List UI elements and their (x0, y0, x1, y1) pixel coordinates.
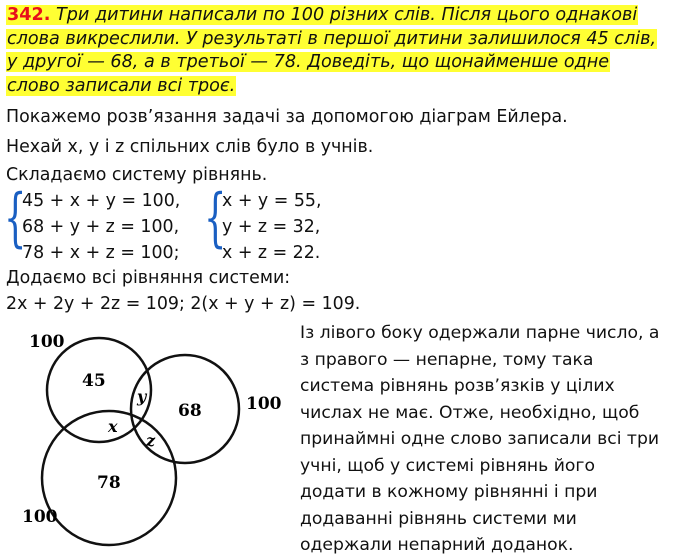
system2-eq-2: y + z = 32, (222, 217, 321, 237)
system2-eq-1: x + y = 55, (222, 191, 322, 211)
solution-sum: 2x + 2y + 2z = 109; 2(x + y + z) = 109. (6, 294, 361, 314)
conclusion-paragraph (300, 320, 690, 559)
conclusion-line: додати в кожному рівнянні і при (300, 482, 598, 502)
solution-intro: Покажемо розв’язання задачі за допомогою діаграм Ейлера. (6, 107, 568, 127)
left-brace-1: { (4, 181, 27, 255)
label-bottom-left: 100 (22, 507, 58, 527)
region-y: y (137, 387, 147, 406)
problem-number: 342. (7, 5, 51, 25)
conclusion-line: принаймні одне слово записали всі три (300, 429, 660, 449)
conclusion-line: одержали непарний доданок. (300, 535, 574, 555)
region-z: z (146, 431, 156, 450)
problem-line-3: у другої — 68, а в третьої — 78. Доведіть, що щонайменше одне (7, 52, 610, 73)
system1-eq-1: 45 + x + y = 100, (22, 191, 181, 211)
region-third-only: 78 (97, 473, 121, 493)
label-top-left: 100 (29, 332, 65, 352)
region-first-only: 45 (82, 371, 106, 391)
problem-statement (6, 4, 690, 99)
conclusion-line: учні, щоб у системі рівнянь його (300, 455, 595, 476)
solution-compose: Складаємо систему рівнянь. (6, 165, 268, 185)
system1-eq-3: 78 + x + z = 100; (22, 243, 180, 263)
conclusion-line: числах не має. Отже, необхідно, щоб (300, 402, 640, 423)
solution-add: Додаємо всі рівняння системи: (6, 268, 291, 288)
region-second-only: 68 (178, 401, 202, 421)
conclusion-line: система рівнянь розв’язків у цілих (300, 376, 615, 396)
region-x: x (108, 417, 118, 436)
system1-eq-2: 68 + y + z = 100, (22, 217, 180, 237)
problem-line-1: Три дитини написали по 100 різних слів. Після цього однакові (56, 5, 638, 25)
conclusion-line: додаванні рівнянь системи ми (300, 508, 577, 529)
problem-line-2: слова викреслили. У результаті в першої дитини залишилося 45 слів, (7, 28, 657, 49)
conclusion-line: Із лівого боку одержали парне число, а (300, 323, 660, 343)
system2-eq-3: x + z = 22. (222, 243, 321, 263)
problem-line-4: слово записали всі троє. (7, 76, 236, 97)
left-brace-2: { (204, 181, 227, 255)
conclusion-line: з правого — непарне, тому така (300, 349, 594, 370)
solution-let: Нехай x, y і z спільних слів було в учнів. (6, 137, 374, 157)
label-right: 100 (246, 394, 282, 414)
euler-diagram (0, 322, 300, 552)
